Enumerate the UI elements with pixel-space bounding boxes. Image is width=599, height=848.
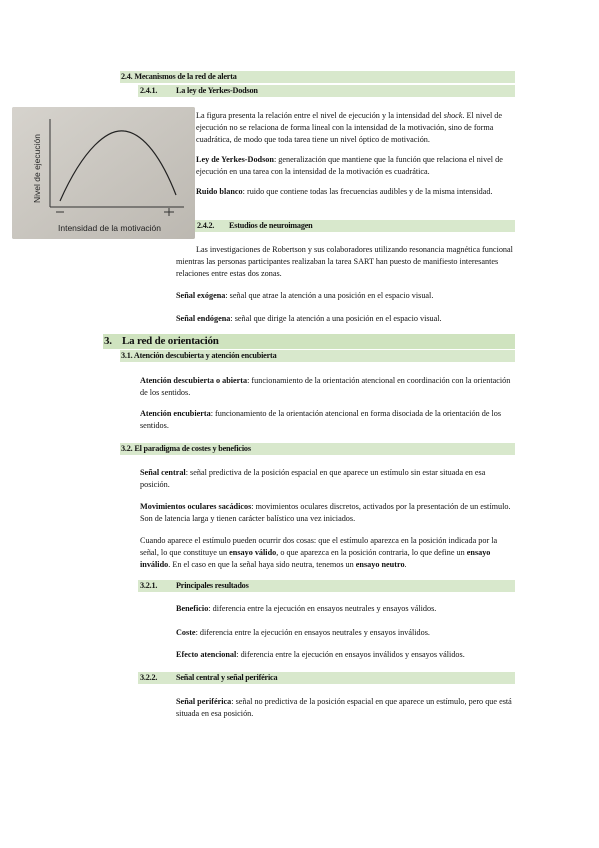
inverted-u-chart [12, 107, 195, 239]
definition-text: : diferencia entre la ejecución en ensayos neutrales y ensayos inválidos. [195, 628, 430, 637]
definition-text: : diferencia entre la ejecución en ensayos neutrales y ensayos válidos. [208, 604, 437, 613]
definition-text: : funcionamiento de la orientación atencional en forma disociada de la orientación de los sentidos. [140, 409, 502, 430]
heading-3-title: La red de orientación [122, 335, 219, 347]
term-senal-central: Señal central [140, 468, 186, 477]
term-ruido-blanco: Ruido blanco [196, 187, 243, 196]
definition-movimientos-sacadicos [140, 501, 514, 525]
paragraph-tipos-ensayo [140, 535, 514, 571]
figure-xlabel: Intensidad de la motivación [58, 223, 162, 233]
p11-text-d: . En el caso en que la señal haya sido neutra, tenemos un [168, 560, 356, 569]
definition-text: : movimientos oculares discretos, activados por la presentación de un estímulo. Son de latencia larga y tienen carácter balístico una vez iniciados. [140, 502, 511, 523]
heading-3-2: 3.2. El paradigma de costes y beneficios [121, 444, 251, 453]
definition-text: : señal que dirige la atención a una posición en el espacio visual. [230, 314, 442, 323]
heading-3-2-1-number: 3.2.1. [140, 581, 158, 590]
definition-text: : generalización que mantiene que la función que relaciona el nivel de ejecución en una tarea con la intensidad de la motivación es cuadrática. [196, 155, 503, 176]
term-yerkes-dodson: Ley de Yerkes-Dodson [196, 155, 274, 164]
p11-text-e: . [404, 560, 407, 569]
p1-text-a: La figura presenta la relación entre el nivel de ejecución y la intensidad del [196, 111, 444, 120]
definition-ruido-blanco [196, 186, 514, 198]
figure-ylabel: Nivel de ejecución [32, 134, 42, 203]
term-ensayo-invalido: ensayo inválido [140, 548, 491, 569]
term-senal-endogena: Señal endógena [176, 314, 231, 323]
term-ensayo-neutro: ensayo neutro [355, 560, 405, 569]
definition-senal-periferica [176, 696, 514, 720]
definition-atencion-descubierta [140, 375, 514, 399]
heading-3-2-1-title: Principales resultados [176, 581, 249, 590]
definition-text: : señal que atrae la atención a una posición en el espacio visual. [225, 291, 434, 300]
definition-senal-endogena [176, 313, 514, 325]
term-coste: Coste [176, 628, 196, 637]
definition-coste [176, 627, 514, 639]
definition-atencion-encubierta [140, 408, 514, 432]
definition-text: : ruido que contiene todas las frecuencias audibles y de la misma intensidad. [242, 187, 493, 196]
p1-italic-shock: shock [443, 111, 463, 120]
paragraph-robertson: Las investigaciones de Robertson y sus colaboradores utilizando resonancia magnética funcional mientras las personas participantes realizaban la tarea SART han puesto de manifiesto interesantes relaciones entre estas dos zonas. [176, 245, 513, 278]
definition-senal-exogena [176, 290, 514, 302]
term-beneficio: Beneficio [176, 604, 209, 613]
definition-yerkes-dodson [196, 154, 514, 178]
heading-2-4-1-number: 2.4.1. [140, 86, 158, 95]
term-senal-exogena: Señal exógena [176, 291, 226, 300]
term-senal-periferica: Señal periférica [176, 697, 232, 706]
definition-beneficio [176, 603, 514, 615]
term-atencion-descubierta: Atención descubierta o abierta [140, 376, 248, 385]
p11-text-c: , o que aparezca en la posición contraria, lo que define un [276, 548, 467, 557]
heading-2-4-2-title: Estudios de neuroimagen [229, 221, 313, 230]
heading-3-2-2-title: Señal central y señal periférica [176, 673, 278, 682]
definition-text: : señal predictiva de la posición espacial en que aparece un estímulo sin estar situada en esa posición. [140, 468, 486, 489]
heading-3-1: 3.1. Atención descubierta y atención encubierta [121, 351, 277, 360]
heading-2-4-1-title: La ley de Yerkes-Dodson [176, 86, 258, 95]
term-efecto-atencional: Efecto atencional [176, 650, 237, 659]
term-movimientos-sacadicos: Movimientos oculares sacádicos [140, 502, 252, 511]
definition-senal-central [140, 467, 514, 491]
yerkes-dodson-figure [12, 107, 195, 239]
term-ensayo-valido: ensayo válido [229, 548, 277, 557]
definition-text: : diferencia entre la ejecución en ensayos inválidos y ensayos válidos. [236, 650, 465, 659]
p1-text-b: . El nivel de ejecución no se relaciona de forma lineal con la intensidad de la motivación, sino de forma cuadrática, de modo que toda tarea tiene un nivel óptico de motivación. [196, 111, 503, 144]
p11-text-a: Cuando aparece el estímulo pueden ocurrir dos cosas: que el estímulo aparezca en la posición indicada por la señal, lo que constituye un [140, 536, 498, 557]
term-atencion-encubierta: Atención encubierta [140, 409, 211, 418]
paragraph-figure-description [196, 110, 514, 146]
heading-3-2-2-number: 3.2.2. [140, 673, 158, 682]
heading-2-4-2-number: 2.4.2. [197, 221, 215, 230]
definition-efecto-atencional [176, 649, 514, 661]
heading-3-number: 3. [104, 335, 112, 347]
heading-2-4: 2.4. Mecanismos de la red de alerta [121, 72, 237, 81]
definition-text: : señal no predictiva de la posición espacial en que aparece un estímulo, pero que está situada en esa posición. [176, 697, 512, 718]
definition-text: : funcionamiento de la orientación atencional en coordinación con la orientación de los sentidos. [140, 376, 511, 397]
